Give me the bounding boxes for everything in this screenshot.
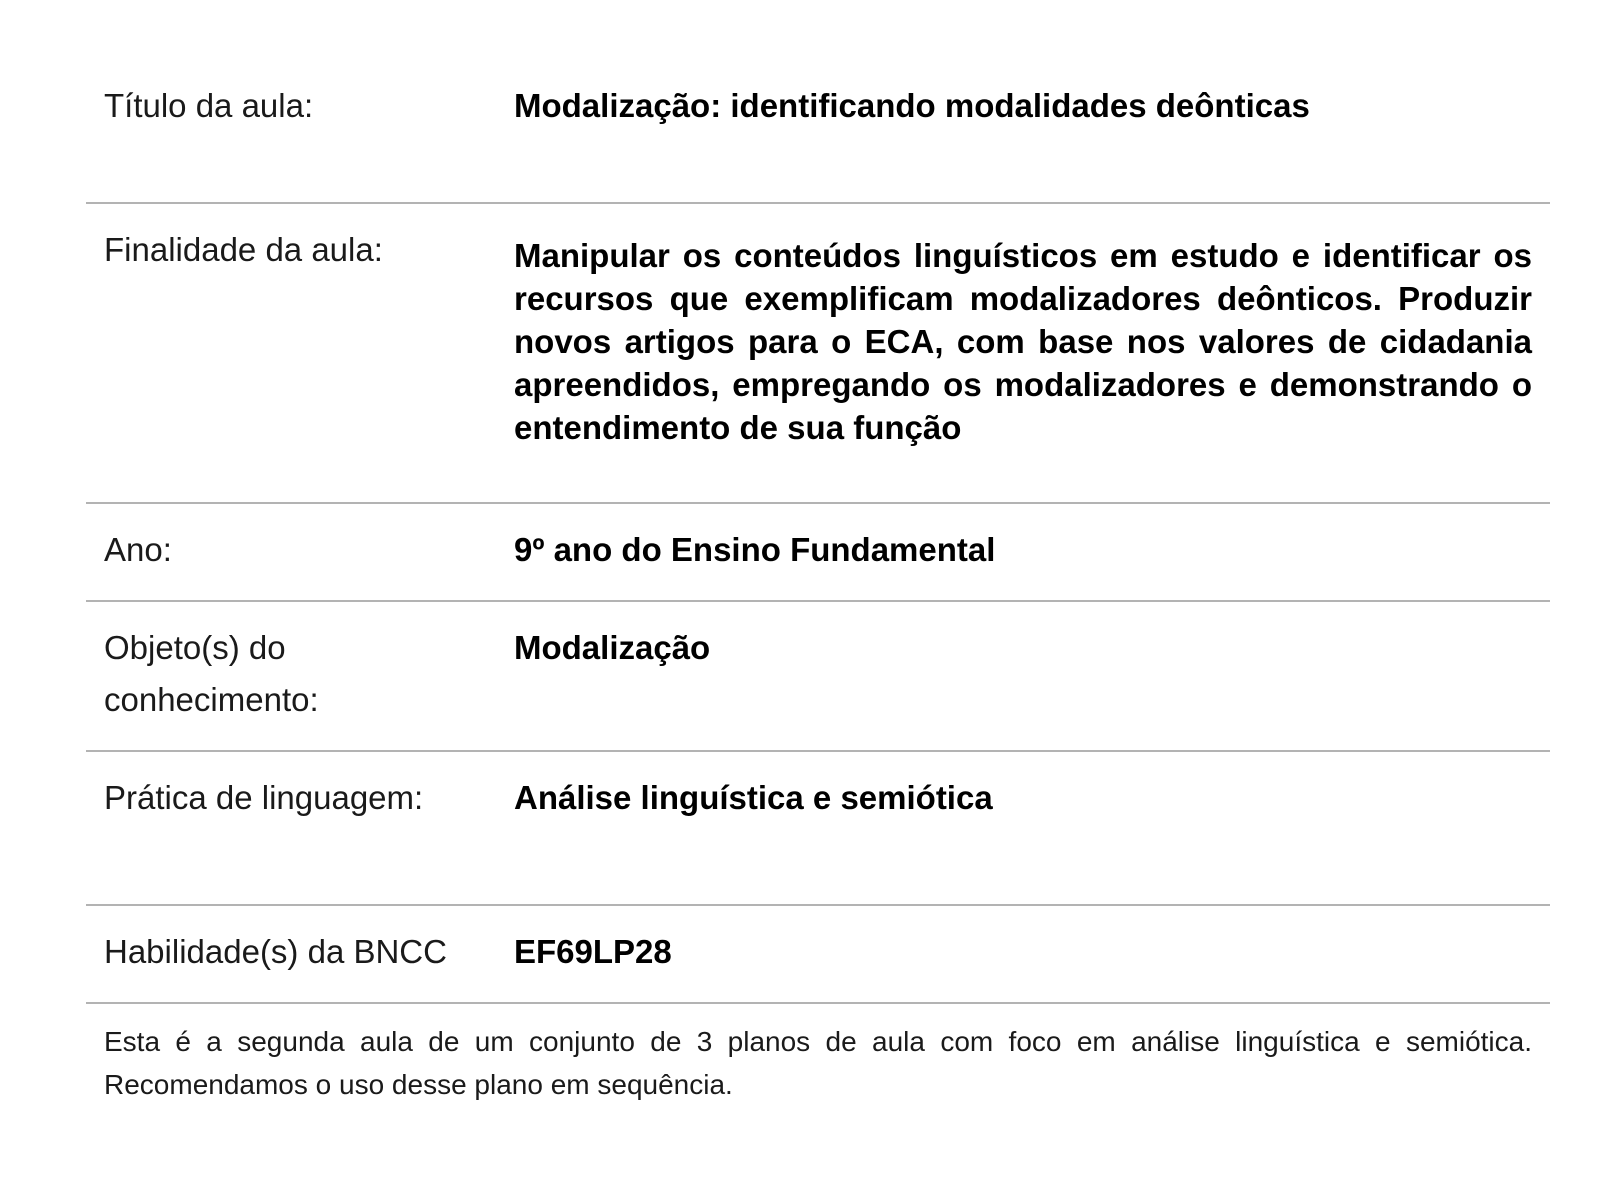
lesson-info-table [86, 0, 1550, 1004]
value-objeto: Modalização [514, 629, 711, 666]
label-habilidade: Habilidade(s) da BNCC [104, 933, 447, 970]
row-titulo [86, 0, 1550, 204]
value-ano: 9º ano do Ensino Fundamental [514, 531, 996, 568]
value-habilidade: EF69LP28 [514, 933, 672, 970]
label-ano: Ano: [104, 531, 172, 568]
label-finalidade: Finalidade da aula: [104, 231, 383, 268]
label-objeto: Objeto(s) do conhecimento: [104, 629, 319, 718]
value-pratica: Análise linguística e semiótica [514, 779, 993, 816]
row-finalidade [86, 204, 1550, 504]
value-titulo: Modalização: identificando modalidades deônticas [514, 87, 1310, 124]
label-pratica: Prática de linguagem: [104, 779, 424, 816]
label-titulo: Título da aula: [104, 87, 314, 124]
row-pratica [86, 752, 1550, 906]
row-ano [86, 504, 1550, 602]
row-objeto [86, 602, 1550, 752]
footer-note: Esta é a segunda aula de um conjunto de 3 planos de aula com foco em análise linguística e semiótica. Recomendamos o uso desse plano em sequência. [104, 1026, 1532, 1100]
value-finalidade: Manipular os conteúdos linguísticos em estudo e identificar os recursos que exemplificam modalizadores deônticos. Produzir novos artigos para o ECA, com base nos valores de cidadania apreendidos, empregando os modalizadores e demonstrando o entendimento de sua função [514, 237, 1532, 446]
row-habilidade [86, 906, 1550, 1004]
